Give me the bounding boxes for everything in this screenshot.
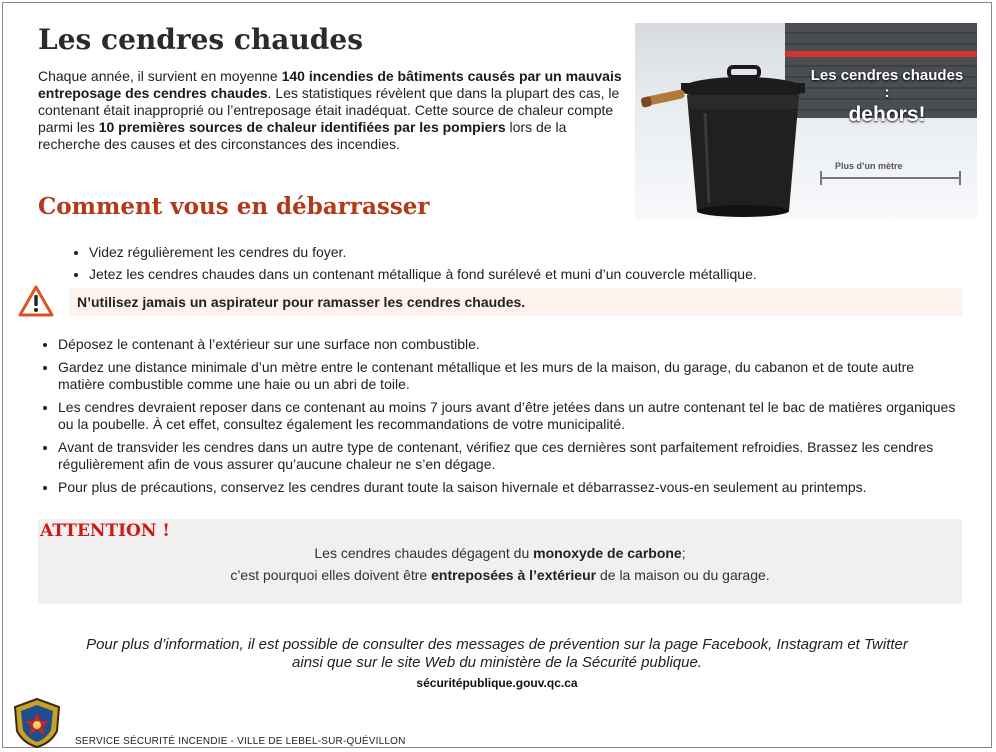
fire-department-logo-icon bbox=[11, 697, 63, 749]
list-item: • Déposez le contenant à l’extérieur sur une surface non combustible. bbox=[58, 336, 963, 353]
attention-bold: entreposées à l’extérieur bbox=[431, 567, 597, 583]
poster-page bbox=[2, 2, 992, 748]
intro-text-1: Chaque année, il survient en moyenne bbox=[38, 68, 282, 84]
attention-line-1 bbox=[38, 545, 962, 561]
hero-image bbox=[635, 23, 977, 220]
measure-label: Plus d’un mètre bbox=[835, 161, 903, 171]
list-item: • Pour plus de précautions, conservez les cendres durant toute la saison hivernale et débarrassez-vous-en seulement au printemps. bbox=[58, 479, 963, 496]
hero-caption bbox=[807, 67, 967, 127]
list-item: • Les cendres devraient reposer dans ce contenant au moins 7 jours avant d’être jetées dans un autre contenant tel le bac de matières organiques ou la poubelle. À cet effet, consultez également les recommandations de votre municipalité. bbox=[58, 399, 963, 433]
warning-triangle-icon bbox=[18, 284, 54, 318]
attention-bold: monoxyde de carbone bbox=[533, 545, 682, 561]
intro-paragraph bbox=[38, 68, 628, 153]
attention-title: ATTENTION ! bbox=[40, 521, 170, 541]
list-item: • Avant de transvider les cendres dans un autre type de contenant, vérifiez que ces dernières sont parfaitement refroidies. Brassez les cendres régulièrement afin de vous assurer qu’aucune chaleur ne s’en dégage. bbox=[58, 439, 963, 473]
tips-list-main bbox=[41, 336, 963, 502]
attention-text: ; bbox=[681, 545, 686, 561]
attention-text: c’est pourquoi elles doivent être bbox=[230, 567, 432, 583]
list-item: • Gardez une distance minimale d’un mètre entre le contenant métallique et les murs de la maison, du garage, du cabanon et de toute autre matière combustible comme une haie ou un abri de toile. bbox=[58, 359, 963, 393]
page-title: Les cendres chaudes bbox=[38, 23, 363, 56]
intro-bold-1: 140 incendies de bâtiments causés par un mauvais entreposage des cendres chaudes bbox=[38, 68, 622, 101]
warning-box bbox=[69, 288, 962, 316]
warning-text: N’utilisez jamais un aspirateur pour ramasser les cendres chaudes. bbox=[77, 294, 526, 310]
intro-text-2: . Les statistiques révèlent que dans la plupart des cas, le contenant était inapproprié ou l’entreposage était inadéquat. Cette source de chaleur compte parmi les bbox=[38, 85, 620, 135]
section-subtitle: Comment vous en débarrasser bbox=[38, 193, 430, 220]
attention-line-2 bbox=[38, 567, 962, 583]
info-line-1: Pour plus d’information, il est possible de consulter des messages de prévention sur la page Facebook, Instagram et Twitter bbox=[86, 636, 908, 653]
attention-box bbox=[38, 519, 962, 604]
intro-bold-2: 10 premières sources de chaleur identifiées par les pompiers bbox=[98, 119, 506, 135]
distance-measure-icon bbox=[820, 171, 961, 185]
intro-text-3: lors de la recherche des causes et des circonstances des incendies. bbox=[38, 119, 567, 152]
list-item: • Videz régulièrement les cendres du foyer. bbox=[89, 241, 969, 263]
website-link[interactable]: sécuritépublique.gouv.qc.ca bbox=[416, 676, 578, 690]
list-item: • Jetez les cendres chaudes dans un contenant métallique à fond surélevé et muni d’un couvercle métallique. bbox=[89, 263, 969, 285]
metal-ash-can-icon bbox=[635, 23, 835, 220]
tips-list-top bbox=[73, 241, 969, 285]
hero-caption-line1: Les cendres chaudes : bbox=[810, 67, 964, 101]
attention-text: de la maison ou du garage. bbox=[596, 567, 770, 583]
footer-text: SERVICE SÉCURITÉ INCENDIE - VILLE DE LEBEL-SUR-QUÉVILLON bbox=[75, 736, 406, 747]
info-line-2: ainsi que sur le site Web du ministère de la Sécurité publique. bbox=[292, 654, 702, 671]
hero-caption-line2: dehors! bbox=[848, 103, 926, 126]
attention-text: Les cendres chaudes dégagent du bbox=[314, 545, 534, 561]
